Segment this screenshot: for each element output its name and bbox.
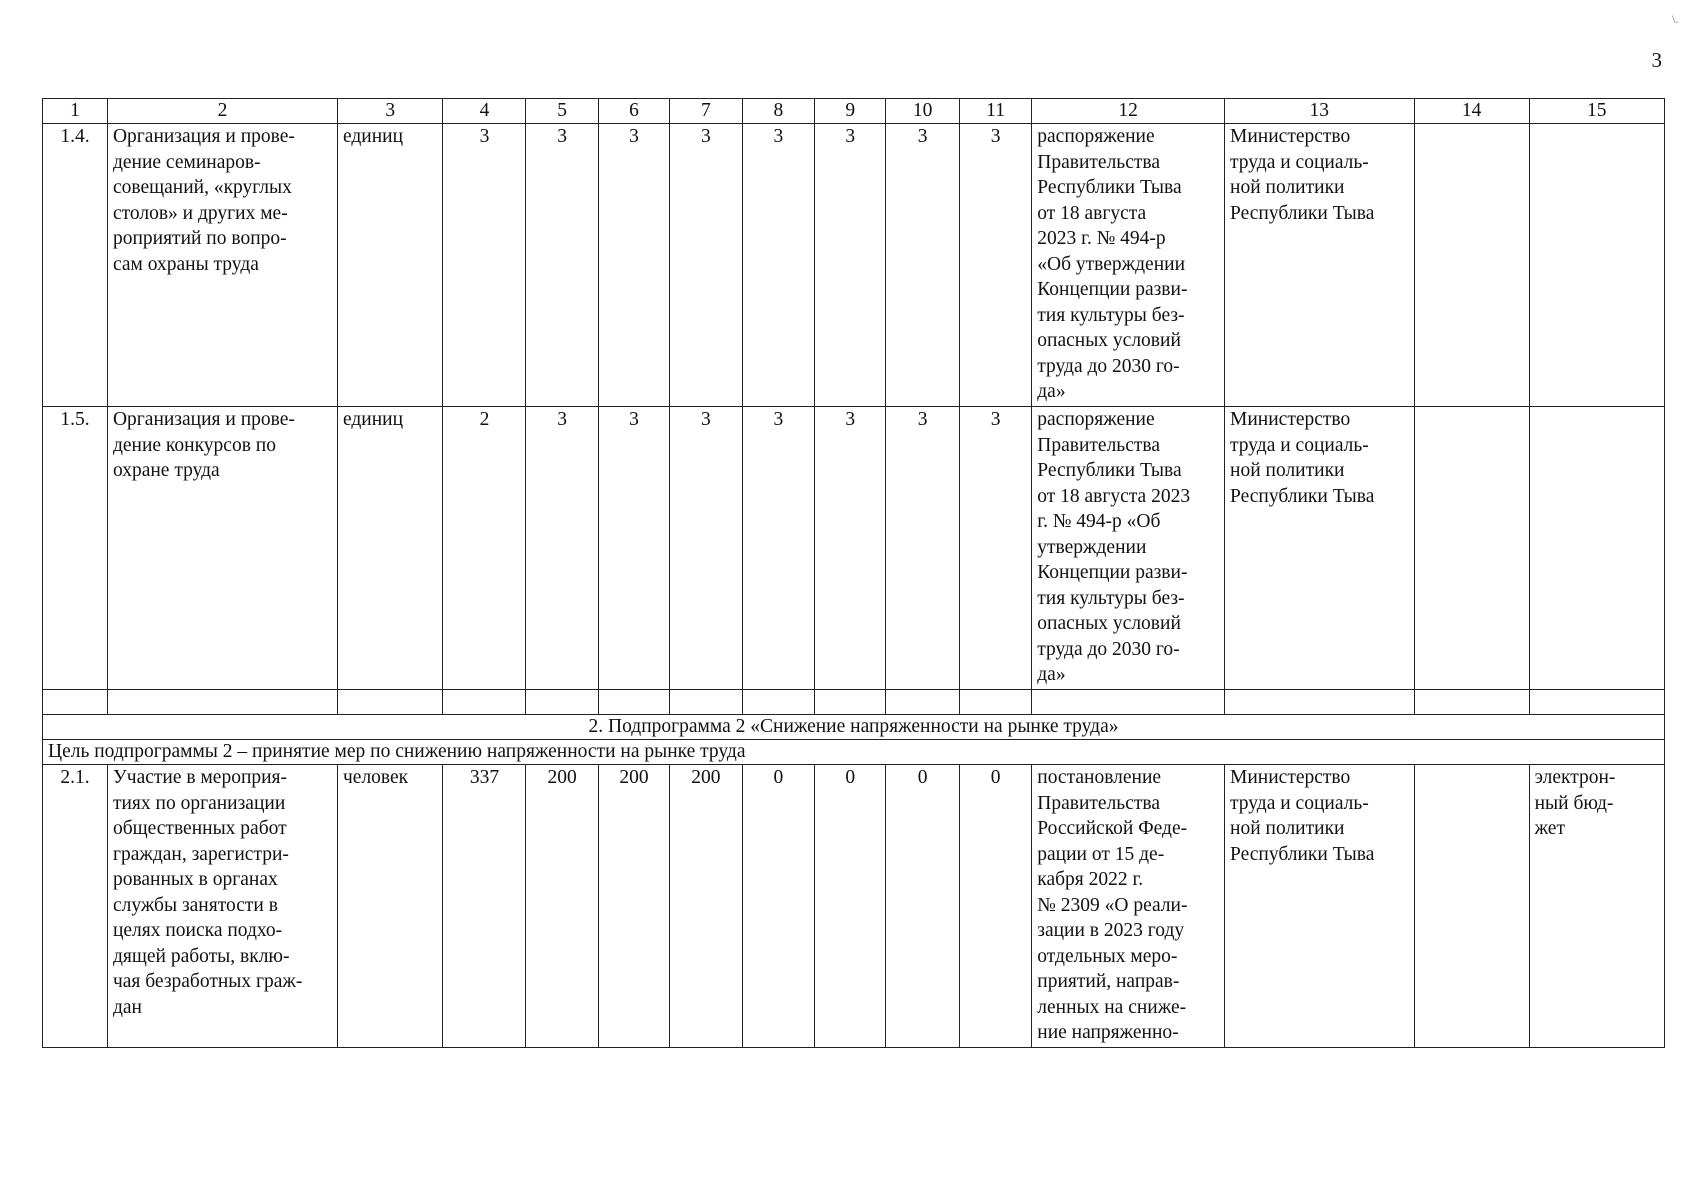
measure-name: Организация и прове- дение семинаров- совещаний, «круглых столов» и других ме- роприятий по вопро- сам охраны труда [107, 124, 337, 407]
header-cell: 8 [742, 99, 814, 124]
empty-cell [1225, 690, 1415, 715]
basis-document: распоряжение Правительства Республики Тыва от 18 августа 2023 г. № 494-р «Об утверждении Концепции разви- тия культуры без- опасных условий труда до 2030 го- да» [1032, 124, 1225, 407]
funding-source: электрон- ный бюд- жет [1529, 765, 1664, 1048]
page-number: 3 [1651, 48, 1662, 72]
measures-table [42, 98, 1665, 1048]
table-row-2-1 [43, 765, 1665, 1048]
header-cell: 4 [443, 99, 526, 124]
table-row-1-5 [43, 407, 1665, 690]
row-number: 2.1. [43, 765, 108, 1048]
value-cell: 3 [742, 124, 814, 407]
value-cell: 2 [443, 407, 526, 690]
value-cell: 3 [815, 124, 886, 407]
responsible-body: Министерство труда и социаль- ной политики Республики Тыва [1225, 765, 1415, 1048]
unit-cell: единиц [337, 124, 442, 407]
header-cell: 6 [598, 99, 669, 124]
value-cell: 3 [886, 407, 959, 690]
empty-cell [598, 690, 669, 715]
empty-cell [526, 690, 598, 715]
value-cell: 3 [742, 407, 814, 690]
col14-cell [1414, 124, 1529, 407]
value-cell: 0 [742, 765, 814, 1048]
col14-cell [1414, 407, 1529, 690]
header-cell: 10 [886, 99, 959, 124]
row-number: 1.4. [43, 124, 108, 407]
value-cell: 3 [598, 124, 669, 407]
empty-cell [1032, 690, 1225, 715]
col15-cell [1529, 407, 1664, 690]
empty-cell [443, 690, 526, 715]
value-cell: 0 [815, 765, 886, 1048]
value-cell: 3 [670, 124, 742, 407]
value-cell: 3 [526, 124, 598, 407]
value-cell: 200 [526, 765, 598, 1048]
value-cell: 3 [443, 124, 526, 407]
responsible-body: Министерство труда и социаль- ной политики Республики Тыва [1225, 124, 1415, 407]
subprogram-goal: Цель подпрограммы 2 – принятие мер по снижению напряженности на рынке труда [43, 740, 1665, 765]
value-cell: 3 [959, 124, 1031, 407]
subprogram-goal-row [43, 740, 1665, 765]
value-cell: 3 [815, 407, 886, 690]
value-cell: 200 [598, 765, 669, 1048]
scan-mark: \. [1672, 12, 1679, 26]
unit-cell: единиц [337, 407, 442, 690]
value-cell: 3 [959, 407, 1031, 690]
value-cell: 0 [886, 765, 959, 1048]
empty-cell [886, 690, 959, 715]
header-cell: 1 [43, 99, 108, 124]
header-cell: 9 [815, 99, 886, 124]
empty-cell [1529, 690, 1664, 715]
subprogram-title-row [43, 715, 1665, 740]
table-row-1-4 [43, 124, 1665, 407]
header-cell: 13 [1225, 99, 1415, 124]
value-cell: 3 [886, 124, 959, 407]
col15-cell [1529, 124, 1664, 407]
empty-cell [742, 690, 814, 715]
value-cell: 3 [598, 407, 669, 690]
col14-cell [1414, 765, 1529, 1048]
value-cell: 3 [670, 407, 742, 690]
basis-document: постановление Правительства Российской Феде- рации от 15 де- кабря 2022 г. № 2309 «О реали- зации в 2023 году отдельных меро- приятий, направ- ленных на сниже- ние напряженно- [1032, 765, 1225, 1048]
responsible-body: Министерство труда и социаль- ной политики Республики Тыва [1225, 407, 1415, 690]
basis-document: распоряжение Правительства Республики Тыва от 18 августа 2023 г. № 494-р «Об утверждении Концепции разви- тия культуры без- опасных условий труда до 2030 го- да» [1032, 407, 1225, 690]
header-cell: 3 [337, 99, 442, 124]
subprogram-title: 2. Подпрограмма 2 «Снижение напряженности на рынке труда» [43, 715, 1665, 740]
header-cell: 7 [670, 99, 742, 124]
header-cell: 11 [959, 99, 1031, 124]
empty-row [43, 690, 1665, 715]
measure-name: Участие в мероприя- тиях по организации общественных работ граждан, зарегистри- рованных в органах службы занятости в целях поиска подхо- дящей работы, вклю- чая безработных граж- дан [107, 765, 337, 1048]
value-cell: 200 [670, 765, 742, 1048]
empty-cell [107, 690, 337, 715]
header-cell: 15 [1529, 99, 1664, 124]
header-cell: 2 [107, 99, 337, 124]
empty-cell [670, 690, 742, 715]
empty-cell [959, 690, 1031, 715]
empty-cell [815, 690, 886, 715]
empty-cell [337, 690, 442, 715]
row-number: 1.5. [43, 407, 108, 690]
value-cell: 0 [959, 765, 1031, 1048]
header-cell: 5 [526, 99, 598, 124]
empty-cell [1414, 690, 1529, 715]
unit-cell: человек [337, 765, 442, 1048]
header-cell: 12 [1032, 99, 1225, 124]
value-cell: 337 [443, 765, 526, 1048]
header-cell: 14 [1414, 99, 1529, 124]
measure-name: Организация и прове- дение конкурсов по охране труда [107, 407, 337, 690]
empty-cell [43, 690, 108, 715]
value-cell: 3 [526, 407, 598, 690]
header-row [43, 99, 1665, 124]
